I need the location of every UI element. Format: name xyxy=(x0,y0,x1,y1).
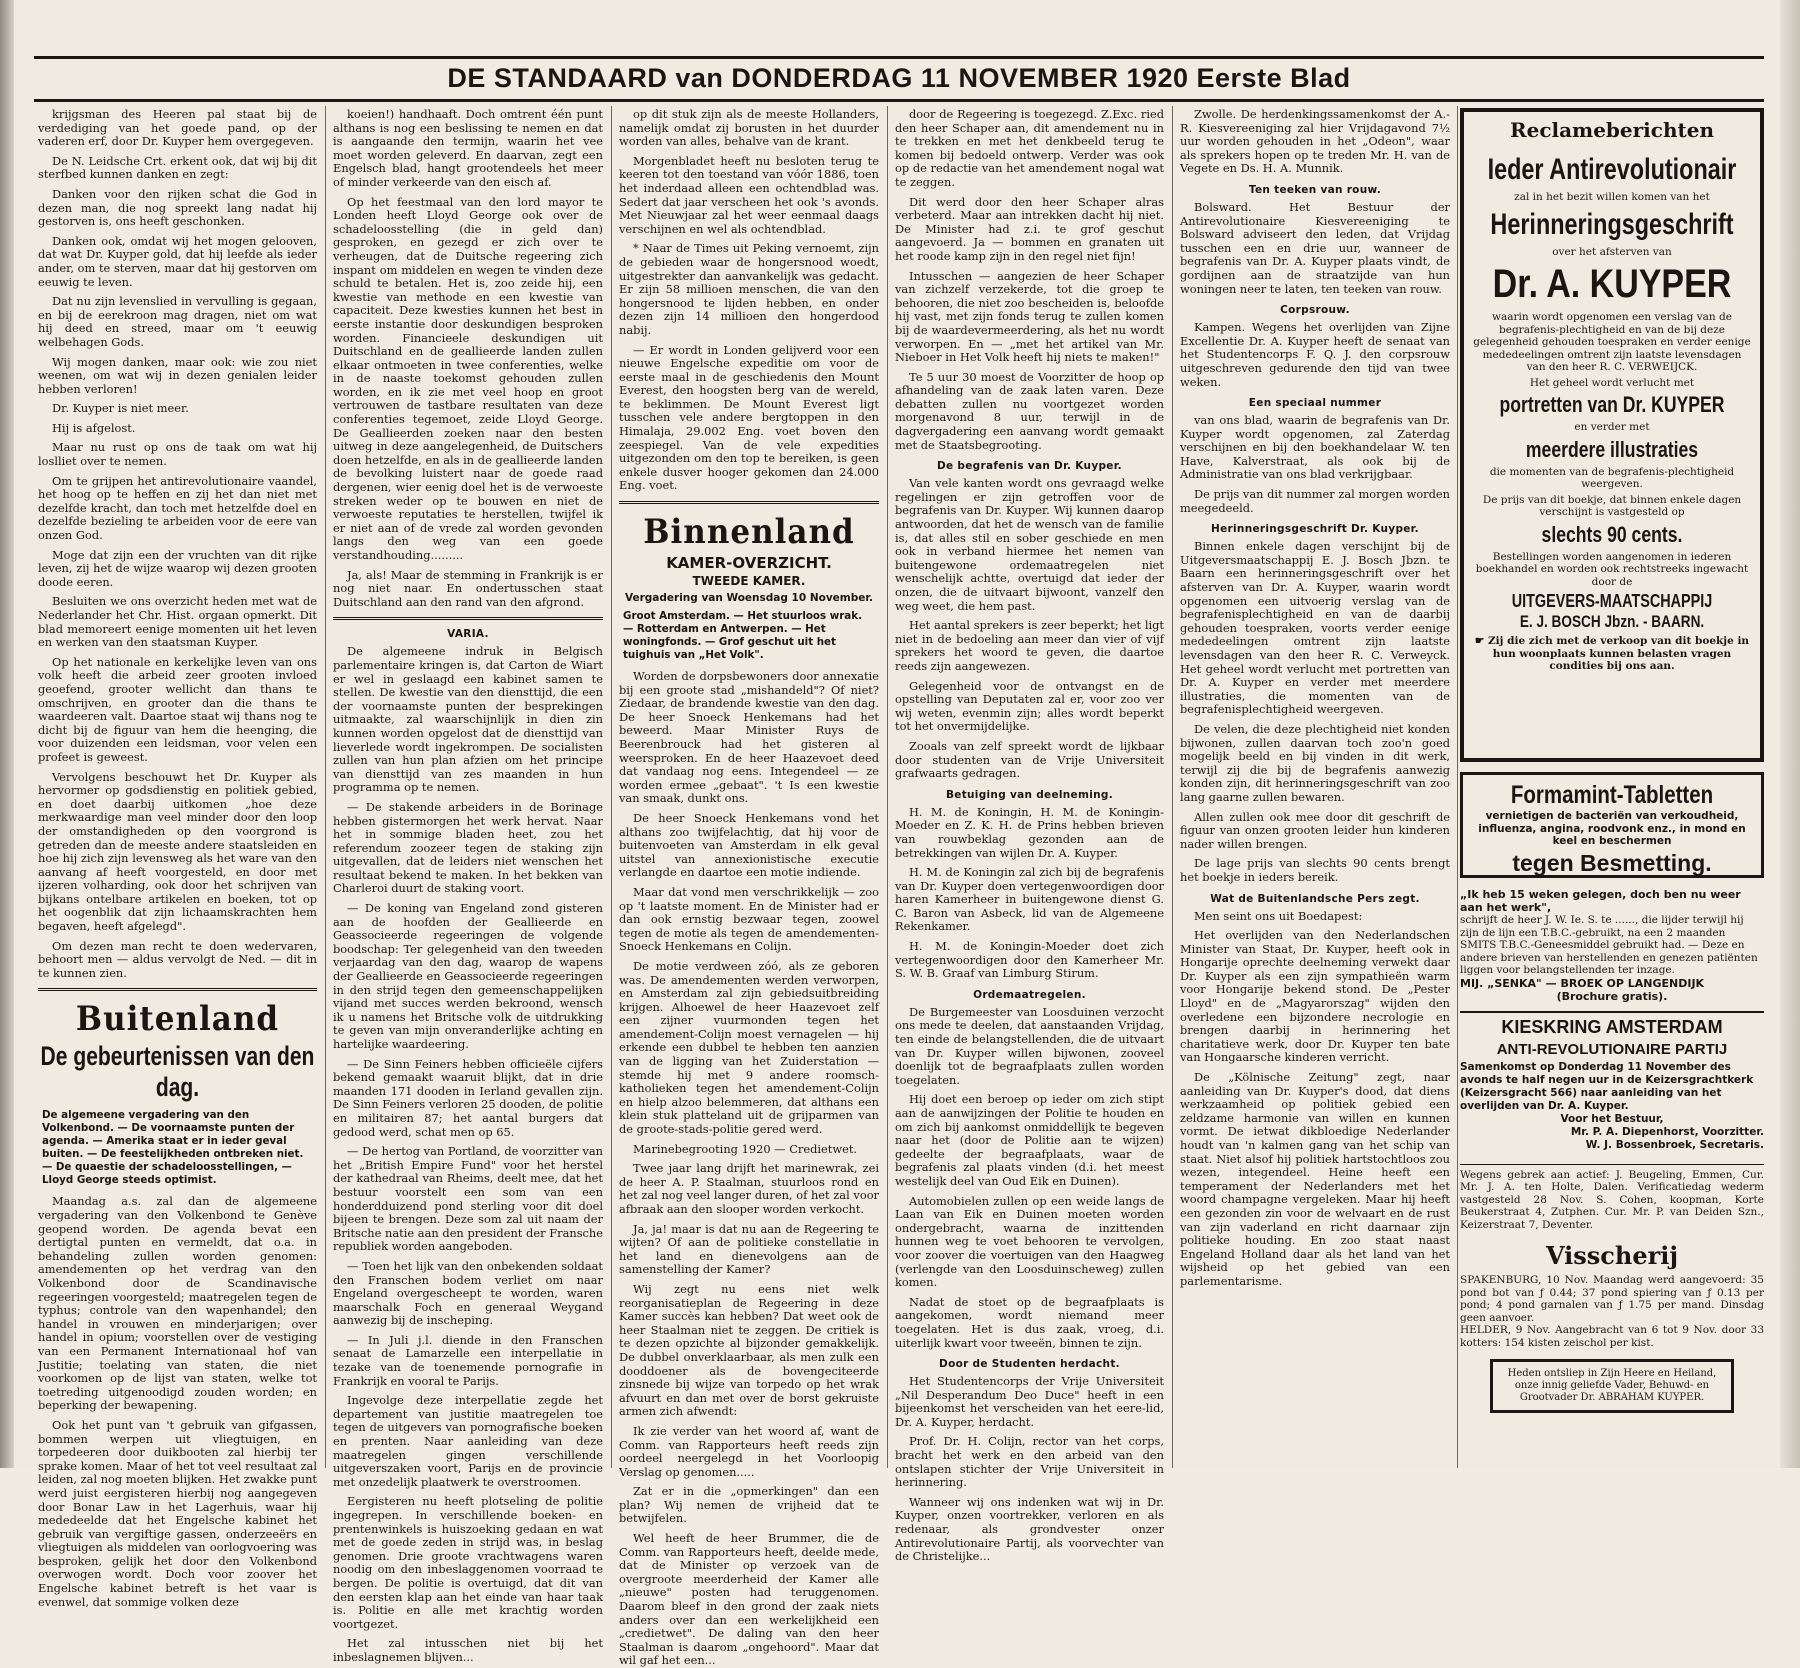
paragraph: op dit stuk zijn als de meeste Hollanders, namelijk omdat zij borusten in het duurder worden van alles, behalve van de krant. xyxy=(619,107,879,149)
column-rule xyxy=(325,106,326,1468)
paragraph: H. M. de Koningin zal zich bij de begrafenis van Dr. Kuyper doen vertegenwoordigen door haren Kamerheer in buitengewone dienst G. C. Baron van Asbeck, lid van de Algemeene Rekenkamer. xyxy=(895,865,1164,934)
column-rule xyxy=(887,106,888,1468)
subheading: Ten teeken van rouw. xyxy=(1248,183,1382,196)
paragraph: H. M. de Koningin, H. M. de Koningin-Moeder en Z. K. H. de Prins hebben brieven van rouwbeklag gezonden aan de betrekkingen van wijlen Dr. A. Kuyper. xyxy=(895,804,1164,860)
paragraph: Bolsward. Het Bestuur der Antirevolutionaire Kiesvereeniging te Bolsward adviseert den leden, dat Vrijdag tusschen een en drie uur, wanneer de begrafenis van Dr. A. Kuyper plaats vindt, de gordijnen aan de straatzijde van hun woningen neer te laten, ten teeken van rouw. xyxy=(1180,199,1450,296)
paragraph: Het aantal sprekers is zeer beperkt; het ligt niet in de bedoeling aan meer dan vier of vijf sprekers het woord te geven, die daartoe reeds zijn aangewezen. xyxy=(895,618,1164,673)
paragraph: Morgenbladet heeft nu besloten terug te keeren tot den toestand van vóór 1886, toen het inderdaad alleen een ochtendblad was. Sedert dat jaar verscheen het ook 's avonds. Met Nieuwjaar zal het weer eenmaal daags verschijnen en wel als ochtendblad. xyxy=(619,153,879,236)
paragraph: Van vele kanten wordt ons gevraagd welke regelingen er zijn getroffen voor de begrafenis van Dr. Kuyper. Wij kunnen daarop antwoorden, dat het de wensch van de familie is, dat alles stil en sober geschiede en men ook in verband hiermee het nemen van buitengewone ordemaatregelen niet wenschelijk achtte, overtuigd dat ieder der onzen, die de uitvaart bijwoont, vanzelf den weg weet, die hem past. xyxy=(895,476,1164,613)
paragraph: Hij doet een beroep op ieder om zich stipt aan de aanwijzingen der Politie te houden en om zich bij aankomst onmiddellijk te begeven naar het (door de Politie aan te wijzen) gedeelte der begraafplaats, waar de begrafenis zal plaats vinden (d.i. het meest westelijk deel van Oud Eik en Duinen). xyxy=(895,1092,1164,1188)
ad-text: vernietigen de bacteriën van verkoudheid, influenza, angina, roodvonk enz., in mond en keel en beschermen xyxy=(1478,810,1746,847)
ad-text: Samenkomst op Donderdag 11 November des avonds te half negen uur in de Keizersgrachtkerk (Keizersgracht 566) naar aanleiding van het overlijden van Dr. A. Kuyper. xyxy=(1460,1060,1754,1112)
paragraph: — Er wordt in Londen gelijverd voor een nieuwe Engelsche expeditie om voor de eerste maal in de geschiedenis den Mount Everest, den hoogsten berg van de wereld, te beklimmen. De Mount Everest ligt tusschen vele andere bergtoppen in den Himalaja, 29.002 Eng. voet boven den zeespiegel. Van de vele expedities uitgezonden om den top te bereiken, is geen enkele dusver hooger gekomen dan 24.000 Eng. voet. xyxy=(619,342,879,493)
subheading: Betuiging van deelneming. xyxy=(945,788,1113,801)
column-2 xyxy=(333,107,603,1664)
paragraph: Hij is afgelost. xyxy=(52,420,136,435)
ad-subheadline: portretten van Dr. KUYPER xyxy=(1499,392,1725,417)
paragraph: Allen zullen ook mee door dit geschrift de figuur van onzen grooten leider hun kinderen nader willen brengen. xyxy=(1180,809,1450,851)
paragraph: Danken ook, omdat wij het mogen gelooven, dat wat Dr. Kuyper gold, dat hij leefde als ieder ander, om te sterven, maar dat hij gestorven om eeuwig te leven. xyxy=(38,233,317,289)
subheading: De begrafenis van Dr. Kuyper. xyxy=(937,460,1122,473)
paragraph: Dat nu zijn levenslied in vervulling is gegaan, en bij de eerekroon mag dragen, niet om wat hij deed en streed, maar om 't eeuwig welbehagen Gods. xyxy=(38,294,317,349)
section-title-buitenland: Buitenland xyxy=(75,999,280,1040)
paragraph: Marinebegrooting 1920 — Credietwet. xyxy=(633,1141,858,1156)
paragraph: — De stakende arbeiders in de Borinage hebben gistermorgen het werk hervat. Naar het in sommige bladen heet, zou het referendum zoozeer tegen de staking zijn uitgevallen, dat de leiders niet wenschen het resultaat bekend te maken. In het bekken van Charleroi duurt de staking voort. xyxy=(333,799,603,896)
kamer-subtitle: TWEEDE KAMER. xyxy=(692,574,806,589)
paragraph: Maar nu rust op ons de taak om wat hij loslliet over te nemen. xyxy=(38,440,317,469)
ad-subheadline: meerdere illustraties xyxy=(1525,436,1699,462)
report-text: HELDER, 9 Nov. Aangebracht van 6 tot 9 Nov. door 33 kotters: 154 kisten zeischol per kist. xyxy=(1460,1324,1764,1349)
paragraph: Ingevolge deze interpellatie zegde het departement van justitie maatregelen toe tegen de uitgevers van pornografische boeken en prenten. Naar aanleiding van deze maatregelen gingen verschillende uitgeverszaken voort, Parijs en de provincie met onzedelijk plaatwerk te overstroomen. xyxy=(333,1393,603,1489)
paragraph: Danken voor den rijken schat die God in dezen man, die nog spreekt lang nadat hij gestorven is, ons heeft geschonken. xyxy=(38,186,317,229)
column-4 xyxy=(895,107,1164,1564)
ad-publisher-location: E. J. BOSCH Jbzn. - BAARN. xyxy=(1519,612,1705,631)
paragraph: Besluiten we ons overzicht heden met wat de Nederlander het Chr. Hist. orgaan opmerkt. Dit blad memoreert eenige momenten uit het leven en werken van den staatsman Kuyper. xyxy=(38,594,317,650)
paragraph: Wij zegt nu eens niet welk reorganisatieplan de Regeering in deze Kamer succès kan hebben? Dat weet ook de heer Staalman niet te zeggen. De critiek is te dezen opzichte al bijzonder gemakkelijk. De dubbel onverklaarbaar, als men zulk een dooddoener als de bovengeciteerde zinsnede bij wijze van torpedo op het wrak afvuurt en dan met over de borst gekruiste armen zich afwendt: xyxy=(619,1281,879,1419)
kamer-title: KAMER-OVERZICHT. xyxy=(666,554,832,573)
ad-subheadline: tegen Besmetting. xyxy=(1512,849,1712,876)
paragraph: De velen, die deze plechtigheid niet konden bijwonen, zullen daarvan toch zoo'n goed mogelijk beeld en bij vinden in dit werk, terwijl zij die bij de begrafenis aanwezig konden zijn, dit herinneringsgeschrift van zoo lang gaarne zullen bewaren. xyxy=(1180,721,1450,804)
section-divider xyxy=(333,617,603,620)
ad-text: over het afsterven van xyxy=(1552,245,1672,258)
paragraph: Om dezen man recht te doen wedervaren, behoort men — aldus vervolgt de Ned. — dit in te kunnen zien. xyxy=(38,938,317,980)
ad-text: zal in het bezit willen komen van het xyxy=(1514,191,1710,203)
paragraph: Ja, als! Maar de stemming in Frankrijk is er nog niet naar. En ondertusschen staat Duitschland aan den rand van den afgrond. xyxy=(333,567,603,609)
column-rule xyxy=(611,106,612,1468)
notice-text: Heden ontsliep in Zijn Heere en Heiland, onze innig geliefde Vader, Behuwd- en Grootvader Dr. ABRAHAM KUYPER. xyxy=(1507,1368,1717,1403)
ad-text: die momenten van de begrafenis-plechtigheid weergeven. xyxy=(1489,465,1735,490)
paragraph: door de Regeering is toegezegd. Z.Exc. ried den heer Schaper aan, dit amendement nu in te trekken en met het denkbeeld terug te komen bij bedoeld ontwerp. Verder was ook op de redactie van het amendement nogal wat te zeggen. xyxy=(895,107,1164,189)
masthead xyxy=(34,56,1764,102)
ad-name: Dr. A. KUYPER xyxy=(1492,262,1732,306)
paragraph: Men seint ons uit Boedapest: xyxy=(1194,908,1363,923)
paragraph: Op het nationale en kerkelijke leven van ons volk heeft die arbeid zeer grooten invloed geoefend, grooter wellicht dan thans te omschrijven, en grooter dan die thans te waardeeren valt. Daartoe staat wij thans nog te dicht bij de figuur van hem die heenging, die voor duizenden een leidsman, voor velen een profeet is geweest. xyxy=(38,654,317,764)
paragraph: Ik zie verder van het woord af, want de Comm. van Rapporteurs heeft reeds zijn oordeel neergelegd in het Voorloopig Verslag op genomen..... xyxy=(619,1423,879,1479)
paragraph: Intusschen — aangezien de heer Schaper van zichzelf verzekerde, tot die groep te behooren, die niet zoo bescheiden is, beloofde hij vast, met zijn fonds terug te zullen komen bij de waardevermeerdering, als het nu wordt verworpen. En — „met het artikel van Mr. Nieboer in Het Volk heeft hij niets te maken!" xyxy=(895,268,1164,365)
paragraph: Wanneer wij ons indenken wat wij in Dr. Kuyper, onzen voortrekker, verloren en als redenaar, als grondvester onzer Antirevolutionaire Partij, als voorvechter van de Christelijke... xyxy=(895,1494,1164,1564)
ad-firm: MIJ. „SENKA" — BROEK OP LANGENDIJK xyxy=(1460,976,1705,990)
paragraph: van ons blad, waarin de begrafenis van Dr. Kuyper wordt opgenomen, zal Zaterdag verschijnen en bij den boekhandelaar W. ten Have, Kalverstraat, als ook bij de Administratie van ons blad verkrijgbaar. xyxy=(1180,413,1450,482)
ad-text: Voor het Bestuur, xyxy=(1560,1112,1664,1125)
ad-subheadline: ANTI-REVOLUTIONAIRE PARTIJ xyxy=(1496,1040,1728,1058)
paragraph: — De hertog van Portland, de voorzitter van het „British Empire Fund" voor het herstel der kathedraal van Rheims, deelt mee, dat het bestuur voorstelt een som van een honderdduizend pond sterling voor dit doel bijeen te brengen. Deze som zal uit naam der Britsche natie aan den president der Fransche republiek worden aangeboden. xyxy=(333,1144,603,1254)
ad-text: Het geheel wordt verlucht met xyxy=(1529,376,1695,389)
ad-signature: W. J. Bossenbroek, Secretaris. xyxy=(1585,1138,1764,1151)
paragraph: * Naar de Times uit Peking vernoemt, zijn de gebieden waar de hongersnood woedt, uitgestrekter dan aanvankelijk was gedacht. Er zijn 58 millioen menschen, die van den hongersnood te lijden hebben, en onder dezen zijn 14 millioen den hongerdood nabij. xyxy=(619,241,879,337)
ad-quote: „Ik heb 15 weken gelegen, doch ben nu weer aan het werk", xyxy=(1460,888,1741,914)
advertisement-kieskring xyxy=(1460,1011,1764,1152)
paragraph: Wel heeft de heer Brummer, die de Comm. van Rapporteurs heeft, deelde mede, dat de Minister op verzoek van de overgroote meerderheid der Kamer alle „nieuwe" posten had teruggenomen. Daarom bleef in den grond der zaak niets anders over dan een werkelijkheid een „credietwet". De daling van den heer Staalman is daarom „ongehoord". Maar dat wil gaf het een... xyxy=(619,1531,879,1668)
subheading: Door de Studenten herdacht. xyxy=(939,1358,1120,1371)
paragraph: Op het feestmaal van den lord mayor te Londen heeft Lloyd George ook over de schadeloosstelling (die in geld dan) gesproken, en gezegd er zich over te verheugen, dat de Duitsche regeering zich inspant om middelen en wegen te vinden deze schuld te betalen. Het is, zoo zeide hij, een kwestie van methode en een kwestie van capaciteit. Deze kwesties kunnen het best in eerste instantie door deskundigen besproken worden. Financieele deskundigen uit Duitschland en de geallieerde landen zullen elkaar ontmoeten in twee conferenties, welke in de naaste toekomst gehouden zullen worden, en ik zie met veel hoop en groot vertrouwen de tastbare resultaten van deze conferenties tegemoet, zeide Lloyd George. De Geallieerden zoeken naar den besten uitweg in deze aangelegenheid, de Duitschers doen hetzelfde, en als in de geallieerde landen de bevolking luistert naar de goede raad dergenen, wier eenig doel het is de verwoeste streken weder op te bouwen en niet de verwoeste reputaties te herstellen, twijfel ik er niet aan of de vrede zal worden gevonden langs den weg van een goede verstandhouding......... xyxy=(333,194,603,562)
column-rule xyxy=(1457,106,1458,1468)
section-heading-varia: VARIA. xyxy=(447,628,489,641)
ad-headline: Herinneringsgeschrift xyxy=(1490,207,1734,241)
paragraph: — De koning van Engeland zond gisteren aan de hoofden der Geallieerde en Geassocieerde regeeringen de volgende boodschap: Ter gelegenheid van den tweeden verjaardag van den dag, waarop de wapens der Geallieerde en Geassocieerde regeeringen in den strijd tegen den gemeenschappelijken vijand met succes werden bekroond, wensch ik u namens het Britsche volk de uitdrukking te geven van mijn onveranderlijke achting en hartelijke waardeering. xyxy=(333,901,603,1051)
paragraph: Zooals van zelf spreekt wordt de lijkbaar door studenten van de Vrije Universiteit grafwaarts gedragen. xyxy=(895,738,1164,781)
paragraph: Het zal intusschen niet bij het inbeslagnemen blijven... xyxy=(333,1636,603,1664)
paragraph: Vervolgens beschouwt het Dr. Kuyper als hervormer op godsdienstig en politiek gebied, en doet daarbij uitkomen „hoe deze merkwaardige man veel minder door den loop der omstandigheden op den voorgrond is getreden dan de meeste andere staatsleiden en hoe hij zich zijn levensweg als het ware van den aanvang af heeft voorgesteld, en door met ijzeren volharding, ook door het schrijven van bijkans ontelbare artikelen en boeken, tot op het oogenblik dat zijn lichaamskrachten hem begaven, heeft afgelegd". xyxy=(38,769,317,934)
masthead-title: DE STANDAARD van DONDERDAG 11 NOVEMBER 1920 Eerste Blad xyxy=(447,63,1351,93)
section-divider xyxy=(619,501,879,504)
paragraph: Zat er in die „opmerkingen" dan een plan? Wij nemen de vrijheid dat te betwijfelen. xyxy=(619,1484,879,1526)
ad-text: schrijft de heer J. W. Ie. S. te ......, die lijder terwijl hij zijn de lijn een T.B.C.-gebruikt, na een 2 maanden SMITS T.B.C.-Geneesmiddel gebruikt had. — Deze en andere brieven van herstellenden en genezen patiënten liggen voor belangstellenden ter inzage. xyxy=(1460,914,1758,976)
notice-text: Wegens gebrek aan actief: J. Beugeling, Emmen, Cur. Mr. J. A. ten Holte, Dalen. Verificatiedag wederm vastgesteld 28 Nov. S. Cohen, koopman, Korte Beukerstraat 4, Zutphen. Cur. Mr. P. van Deiden Szn., Keizerstraat 7, Deventer. xyxy=(1460,1168,1764,1231)
mourning-notice xyxy=(1490,1359,1734,1413)
paragraph: De lage prijs van slechts 90 cents brengt het boekje in ieders bereik. xyxy=(1180,856,1450,884)
subheading: Wat de Buitenlandsche Pers zegt. xyxy=(1210,892,1420,905)
ad-headline: KIESKRING AMSTERDAM xyxy=(1501,1016,1723,1037)
ad-headline: Ieder Antirevolutionair xyxy=(1487,153,1737,186)
paragraph: Te 5 uur 30 moest de Voorzitter de hoop op afhandeling van de zaak laten varen. Deze debatten zullen nu voortgezet worden morgenavond 8 uur, terwijl in de dagvergadering een aanvang wordt gemaakt met de Staatsbegrooting. xyxy=(895,369,1164,452)
report-text: SPAKENBURG, 10 Nov. Maandag werd aangevoerd: 35 pond bot van ƒ 0.44; 37 pond spiering van ƒ 0.13 per pond; 4 pond garnalen van ƒ 1.75 per mand. Dinsdag geen aanvoer. xyxy=(1460,1274,1764,1324)
paragraph: Moge dat zijn een der vruchten van dit rijke leven, zij het de wijze waarop wij dezen grooten doode eeren. xyxy=(38,547,317,589)
paragraph: Om te grijpen het antirevolutionaire vaandel, het hoog op te heffen en zij het dan niet met dezelfde kracht, dan toch met hetzelfde doel en dezelfde bezieling te arbeiden voor de eere van onzen God. xyxy=(38,473,317,543)
paragraph: Maandag a.s. zal dan de algemeene vergadering van den Volkenbond te Genève geopend worden. De agenda bevat een dertigtal punten en vermeldt, dat o.a. in behandeling zullen worden genomen: amendementen op het verdrag van den Volkenbond door de Scandinavische regeeringen voorgesteld; maatregelen tegen de typhus; controle van den wapenhandel; den handel in vrouwen en minderjarigen; over handel in opium; voorstellen over de vestiging van een Permanent Internationaal hof van Justitie; toelating van staten, die niet voorkomen op de lijst van staten, welke tot toetreding uitgenoodigd zouden worden; en beperking der bewapening. xyxy=(38,1194,317,1413)
column-3 xyxy=(619,107,879,1668)
paragraph: Kampen. Wegens het overlijden van Zijne Excellentie Dr. A. Kuyper heeft de senaat van het Studentencorps F. Q. J. den corpsrouw uitgeschreven gedurende den tijd van twee weken. xyxy=(1180,320,1450,389)
paragraph: Dit werd door den heer Schaper alras verbeterd. Maar aan intrekken dacht hij niet. De Minister had z.i. te grof geschut aangevoerd. Ja — bommen en granaten uit het roode kamp zijn in den regel niet fijn! xyxy=(895,194,1164,263)
paragraph: De heer Snoeck Henkemans vond het althans zoo twijfelachtig, dat hij voor de buitenvoeten van Amsterdam in elk geval uitstel van annexionistische executie verlangde en daartoe een motie indiende. xyxy=(619,810,879,880)
paragraph: De algemeene indruk in Belgisch parlementaire kringen is, dat Carton de Wiart er wel in geslaagd een kabinet samen te stellen. De kwestie van den diensttijd, die een der voornaamste punten der besprekingen uitmaakte, zal waarschijnlijk in dien zin kunnen worden opgelost dat de diensttijd van lieverlede wordt ingekrompen. De socialisten zullen van hun plan afzien om het principe van diensttijd van zes maanden in hun programma op te nemen. xyxy=(333,644,603,795)
page-edge-shadow xyxy=(1780,0,1800,1468)
paragraph: Ook het punt van 't gebruik van gifgassen, bommen werpen uit vliegtuigen, en torpedeeren door duikbooten zal hierbij ter sprake komen. Maar of het tot veel resultaat zal leiden, zal nog moeten blijken. Het zwakke punt werd juist eergisteren hierbij nog aangegeven door Bonar Law in het Lagerhuis, waar hij mededeelde dat het Engelsche kabinet het gebruik van vergiftige gassen, onderzeeërs en vliegtuigen als middelen van oorlogvoering was besproken, gelijk het door den Volkenbond overwogen wordt. Doch voor zoover het Engelsche kabinet betreft is het vaar is evenwel, dat sommige volken deze xyxy=(38,1417,317,1609)
paragraph: Het overlijden van den Nederlandschen Minister van Staat, Dr. Kuyper, heeft ook in Hongarije oprechte deelneming verwekt daar Dr. Kuyper als een zijn sympathieën warm voor Hongarije bekend stond. De „Pester Lloyd" en de „Magyarorszag" wijden den overledene een bijzondere necrologie en brengen daarbij in herinnering het charitatieve werk, door Dr. Kuyper ten bate van Hongaarsche kinderen verricht. xyxy=(1180,928,1450,1065)
ad-price: slechts 90 cents. xyxy=(1541,521,1683,547)
ad-text: (Brochure gratis). xyxy=(1556,989,1668,1003)
advertisement-senka xyxy=(1460,888,1764,1003)
advertisement-column xyxy=(1460,108,1764,1468)
ad-headline: Formamint-Tabletten xyxy=(1510,781,1714,809)
column-rule xyxy=(1172,106,1173,1468)
paragraph: Het Studentencorps der Vrije Universiteit „Nil Desperandum Deo Duce" heeft in een bijeenkomst het verscheiden van het eere-lid, Dr. A. Kuyper, herdacht. xyxy=(895,1374,1164,1429)
ad-text: en verder met xyxy=(1574,421,1650,433)
paragraph: Eergisteren nu heeft plotseling de politie ingegrepen. In verschillende boeken- en prentenwinkels is huiszoeking gedaan en wat met de goede zeden in strijd was, in beslag genomen. Drie groote vrachtwagens waren noodig om den inbeslaggenomen voorraad te bergen. De politie is overtuigd, dat dit van den eersten klap aan het einde van haar taak is. Politie en alle met krachtig worden voortgezet. xyxy=(333,1494,603,1631)
paragraph: Gelegenheid voor de ontvangst en de opstelling van Deputaten zal er, voor zoo ver wij weten, evenmin zijn; alles wordt beperkt tot het onvermijdelijke. xyxy=(895,678,1164,734)
section-title-binnenland: Binnenland xyxy=(643,512,855,552)
section-divider xyxy=(38,988,317,991)
paragraph: Worden de dorpsbewoners door annexatie bij een groote stad „mishandeld"? Of niet? Ziedaar, de brandende kwestie van den dag. De heer Snoeck Henkemans had het beweerd. Maar Minister Ruys de Beerenbrouck had het gisteren al weersproken. En de heer Haazevoet deed dat vandaag nog eens. Integendeel — ze worden ermee „gebaat". 't Is een kwestie van smaak, dunkt ons. xyxy=(619,669,879,806)
paragraph: koeien!) handhaaft. Doch omtrent één punt althans is nog een beslissing te nemen en dat is aangaande den termijn, waarin het vee moet worden geleverd. En daarvan, zegt een Engelsch blad, hangt grootendeels het meer of minder verkeerde van den eisch af. xyxy=(333,107,603,189)
paragraph: Dr. Kuyper is niet meer. xyxy=(52,401,189,416)
column-1 xyxy=(38,107,317,1609)
notice-faillissementen xyxy=(1460,1164,1764,1232)
article-summary: De algemeene vergadering van den Volkenbond. — De voornaamste punten der agenda. — Amerika staat er in ieder geval buiten. — De feestelijkheden ontbreken niet. — De quaestie der schadeloosstellingen, — Lloyd George steeds optimist. xyxy=(42,1109,304,1187)
paragraph: Zwolle. De herdenkingssamenkomst der A.-R. Kiesvereeniging zal hier Vrijdagavond 7½ uur worden gehouden in het „Odeon", waar als sprekers hopen op te treden Mr. H. van de Vegete en Ds. H. A. Munnik. xyxy=(1180,107,1450,176)
paragraph: Automobielen zullen op een weide langs de Laan van Eik en Duinen moeten worden ondergebracht, waarna de inzittenden hunnen weg te voet behooren te vervolgen, voor zoover die voertuigen van den Haagweg (verlengde van den Loosduinscheweg) zullen komen. xyxy=(895,1193,1164,1290)
subheading: Ordemaatregelen. xyxy=(973,988,1086,1001)
paragraph: H. M. de Koningin-Moeder doet zich vertegenwoordigen door den Kamerheer Mr. S. W. B. Graaf van Limburg Stirum. xyxy=(895,939,1164,981)
ad-text xyxy=(1472,635,1752,673)
paragraph: — De Sinn Feiners hebben officieële cijfers bekend gemaakt waaruit blijkt, dat in drie maanden 171 dooden in Ierland gevallen zijn. De Sinn Feiners verloren 25 dooden, de politie en militairen 87; het aantal burgers dat gedood werd, schat men op 65. xyxy=(333,1056,603,1139)
paragraph: — Toen het lijk van den onbekenden soldaat den Franschen bodem verliet om naar Engeland overgescheept te worden, waren maarschalk Foch en generaal Weygand aanwezig bij de inscheping. xyxy=(333,1258,603,1328)
ad-text: waarin wordt opgenomen een verslag van de begrafenis-plechtigheid en van de bij deze gelegenheid gehouden toespraken en verder eenige mededeelingen omtrent zijn laatste levensdagen van den heer R. C. VERWEIJCK. xyxy=(1473,311,1751,373)
paragraph: De prijs van dit nummer zal morgen worden meegedeeld. xyxy=(1180,487,1450,515)
paragraph: krijgsman des Heeren pal staat bij de verdediging van het goede pand, op der vaderen erf, door Dr. Kuyper hem overgegeven. xyxy=(38,107,317,149)
paragraph: Wij mogen danken, maar ook: wie zou niet weenen, om wat wij in dezen genialen leider hebben verloren! xyxy=(38,354,317,396)
section-title-visscherij: Visscherij xyxy=(1545,1241,1679,1270)
paragraph: — In Juli j.l. diende in den Franschen senaat de Lamarzelle een interpellatie in tezake van de toenemende pornografie in Frankrijk en vooral te Parijs. xyxy=(333,1332,603,1388)
subheading: Een speciaal nummer xyxy=(1248,397,1382,410)
paragraph: Ja, ja! maar is dat nu aan de Regeering te wijten? Of aan de politieke constellatie in het land en dienevolgens aan de samenstelling der Kamer? xyxy=(619,1221,879,1277)
paragraph: Nadat de stoet op de begraafplaats is aangekomen, wordt niemand meer toegelaten. Het is dus zaak, vroeg, d.i. uiterlijk kwart voor tweeën, binnen te zijn. xyxy=(895,1294,1164,1350)
paragraph: Twee jaar lang drijft het marinewrak, zei de heer A. P. Staalman, stuurloos rond en het zal nog veel langer duren, of het zal voor afbraak aan den slooper worden verkocht. xyxy=(619,1161,879,1216)
kamer-date: Vergadering van Woensdag 10 November. xyxy=(624,592,874,605)
visscherij-report xyxy=(1460,1274,1764,1349)
paragraph: De N. Leidsche Crt. erkent ook, dat wij bij dit sterfbed kunnen danken en zegt: xyxy=(38,153,317,182)
ad-text: Bestellingen worden aangenomen in iederen boekhandel en worden ook rechtstreeks ingewacht door de xyxy=(1475,550,1749,588)
subheading: Herinneringsgeschrift Dr. Kuyper. xyxy=(1211,523,1419,536)
advertisement-herinneringsgeschrift xyxy=(1460,108,1764,762)
paragraph: De „Kölnische Zeitung" zegt, naar aanleiding van Dr. Kuyper's dood, dat diens werkzaamheid op politiek gebied een zeldzame harmonie van willen en kunnen vormt. De ietwat dikbloedige Nederlander houdt van 'n kalmen gang van het schip van staat. Niet alsof hij politiek hartstochtloos zou wezen, integendeel. Heine heeft een temperament der Nederlanders met het woord champagne vergeleken. Maar hij heeft een gezonden zin voor de welvaart en de rust van zijn vaderland en richt daarnaar zijn politieke houding. En zoo staat naast Engeland Holland daar als het land van het wijsheid op het gebied van een parlementarisme. xyxy=(1180,1070,1450,1288)
subheading: Corpsrouw. xyxy=(1280,304,1350,317)
paragraph: Prof. Dr. H. Colijn, rector van het corps, bracht het werk en den arbeid van den ontslapen stichter der Vrije Universiteit in herinnering. xyxy=(895,1434,1164,1490)
paragraph: De Burgemeester van Loosduinen verzocht ons mede te deelen, dat aanstaanden Vrijdag, ten einde de belangstellenden, die de uitvaart van Dr. Kuyper willen bijwonen, zooveel doenlijk tot de begraafplaats zullen worden toegelaten. xyxy=(895,1004,1164,1087)
paragraph: De motie verdween zóó, als ze geboren was. De amendementen werden verworpen, en Amsterdam zal zijn gebiedsuitbreiding krijgen. Alhoewel de heer Haazevoet zelf een zijner vuurmonden tegen het amendement-Colijn moest vernagelen — hij erkende een dubbel te hebben ten aanzien van de ligging van het Zuiderstation — stemde hij met 9 andere roomsch-katholieken tegen het amendement-Colijn en hielp alzoo belemmeren, dat althans een klein stuk platteland uit de grijparmen van de groote-stads-politie gered werd. xyxy=(619,958,879,1137)
page-binding-shadow xyxy=(0,0,14,1468)
ad-text: Zij die zich met de verkoop van dit boekje in hun woonplaats kunnen belasten vragen condities bij ons aan. xyxy=(1488,635,1750,672)
paragraph: Maar dat vond men verschrikkelijk — zoo op 't laatste moment. En de Minister had er dan ook ernstig bezwaar tegen, zoowel tegen de motie als tegen de amendementen-Snoeck Henkemans en Colijn. xyxy=(619,884,879,954)
paragraph: Binnen enkele dagen verschijnt bij de Uitgeversmaatschappij E. J. Bosch Jbzn. te Baarn een herinneringsgeschrift over het afsterven van Dr. A. Kuyper, waarin wordt opgenomen een uitvoerig verslag van de begrafenisplechtigheid en van de daarbij gehouden toespraken, voorts verder eenige mededeelingen omtrent zijn laatste levensdagen van den heer R. C. Verweyck. Het geheel wordt verlucht met portretten van Dr. A. Kuyper en verder met meerdere illustraties, die momenten van de begrafenisplechtigheid weergeven. xyxy=(1180,539,1450,717)
pointing-hand-icon: ☛ xyxy=(1474,635,1485,647)
advertisement-formamint xyxy=(1460,772,1764,878)
section-title-reclameberichten: Reclameberichten xyxy=(1509,118,1715,142)
column-5 xyxy=(1180,108,1450,1468)
ad-publisher: UITGEVERS-MAATSCHAPPIJ xyxy=(1511,591,1713,611)
ad-text: De prijs van dit boekje, dat binnen enkele dagen verschijnt is vastgesteld op xyxy=(1482,493,1742,518)
article-summary: Groot Amsterdam. — Het stuurloos wrak. — Rotterdam en Antwerpen. — Het woningfonds. — Grof geschut uit het tuighuis van „Het Volk". xyxy=(623,610,863,662)
headline: De gebeurtenissen van den dag. xyxy=(40,1041,315,1103)
ad-signature: Mr. P. A. Diepenhorst, Voorzitter. xyxy=(1570,1125,1764,1138)
